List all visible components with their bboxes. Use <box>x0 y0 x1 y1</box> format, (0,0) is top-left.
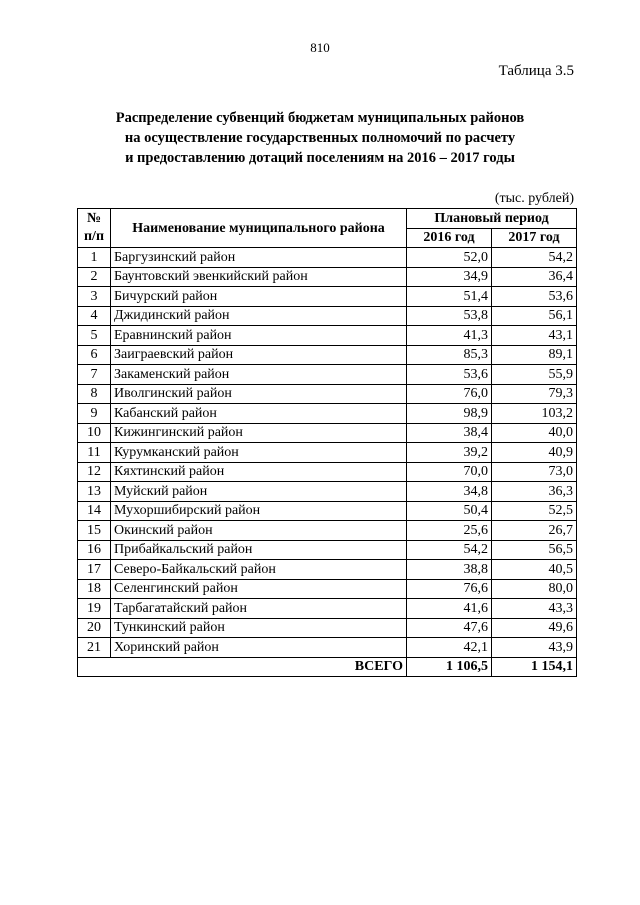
value-2017: 36,4 <box>492 267 577 287</box>
table-row <box>78 599 577 619</box>
value-2017: 43,1 <box>492 326 577 346</box>
row-number: 5 <box>78 326 111 346</box>
row-number: 20 <box>78 618 111 638</box>
table-row <box>78 306 577 326</box>
table-row <box>78 423 577 443</box>
row-number: 11 <box>78 443 111 463</box>
value-2017: 36,3 <box>492 482 577 502</box>
table-row <box>78 560 577 580</box>
title-line: и предоставлению дотаций поселениям на 2016 – 2017 годы <box>125 150 515 166</box>
district-name: Тункинский район <box>111 618 407 638</box>
table-label: Таблица 3.5 <box>498 63 574 79</box>
value-2016: 54,2 <box>407 540 492 560</box>
value-2016: 50,4 <box>407 501 492 521</box>
value-2017: 73,0 <box>492 462 577 482</box>
total-row <box>78 657 577 677</box>
value-2016: 38,4 <box>407 423 492 443</box>
district-name: Еравнинский район <box>111 326 407 346</box>
district-name: Бичурский район <box>111 287 407 307</box>
table-row <box>78 618 577 638</box>
row-number: 13 <box>78 482 111 502</box>
value-2017: 56,1 <box>492 306 577 326</box>
value-2016: 34,9 <box>407 267 492 287</box>
table-row <box>78 345 577 365</box>
table-row <box>78 267 577 287</box>
value-2017: 40,5 <box>492 560 577 580</box>
value-2016: 85,3 <box>407 345 492 365</box>
table-row <box>78 326 577 346</box>
header-name: Наименование муниципального района <box>111 209 407 248</box>
value-2016: 34,8 <box>407 482 492 502</box>
header-number <box>78 209 111 248</box>
value-2017: 40,0 <box>492 423 577 443</box>
row-number: 9 <box>78 404 111 424</box>
value-2017: 43,3 <box>492 599 577 619</box>
title-line: Распределение субвенций бюджетам муниципальных районов <box>115 110 525 126</box>
table-row <box>78 248 577 268</box>
document-title <box>0 108 640 168</box>
value-2017: 89,1 <box>492 345 577 365</box>
value-2016: 53,8 <box>407 306 492 326</box>
row-number: 7 <box>78 365 111 385</box>
table-row <box>78 521 577 541</box>
value-2017: 80,0 <box>492 579 577 599</box>
value-2017: 26,7 <box>492 521 577 541</box>
row-number: 3 <box>78 287 111 307</box>
district-name: Кяхтинский район <box>111 462 407 482</box>
value-2016: 98,9 <box>407 404 492 424</box>
row-number: 17 <box>78 560 111 580</box>
value-2017: 43,9 <box>492 638 577 658</box>
district-name: Джидинский район <box>111 306 407 326</box>
value-2016: 47,6 <box>407 618 492 638</box>
district-name: Мухоршибирский район <box>111 501 407 521</box>
district-name: Окинский район <box>111 521 407 541</box>
total-2016: 1 106,5 <box>407 657 492 677</box>
district-name: Баунтовский эвенкийский район <box>111 267 407 287</box>
district-name: Закаменский район <box>111 365 407 385</box>
row-number: 21 <box>78 638 111 658</box>
district-name: Баргузинский район <box>111 248 407 268</box>
table-row <box>78 287 577 307</box>
value-2016: 39,2 <box>407 443 492 463</box>
total-2017: 1 154,1 <box>492 657 577 677</box>
table-row <box>78 443 577 463</box>
table-row <box>78 540 577 560</box>
row-number: 2 <box>78 267 111 287</box>
value-2016: 25,6 <box>407 521 492 541</box>
table-row <box>78 384 577 404</box>
row-number: 10 <box>78 423 111 443</box>
district-name: Заиграевский район <box>111 345 407 365</box>
value-2016: 42,1 <box>407 638 492 658</box>
header-number-line1: № <box>86 211 102 226</box>
header-year-2016: 2016 год <box>407 228 492 248</box>
value-2017: 79,3 <box>492 384 577 404</box>
value-2016: 41,3 <box>407 326 492 346</box>
district-name: Муйский район <box>111 482 407 502</box>
header-year-2017: 2017 год <box>492 228 577 248</box>
table-row <box>78 638 577 658</box>
district-name: Тарбагатайский район <box>111 599 407 619</box>
district-name: Селенгинский район <box>111 579 407 599</box>
row-number: 15 <box>78 521 111 541</box>
page-number: 810 <box>310 40 330 55</box>
district-name: Прибайкальский район <box>111 540 407 560</box>
value-2017: 52,5 <box>492 501 577 521</box>
value-2016: 53,6 <box>407 365 492 385</box>
row-number: 14 <box>78 501 111 521</box>
district-name: Курумканский район <box>111 443 407 463</box>
value-2017: 49,6 <box>492 618 577 638</box>
value-2016: 70,0 <box>407 462 492 482</box>
subsidy-table <box>77 208 577 677</box>
row-number: 19 <box>78 599 111 619</box>
table-row <box>78 365 577 385</box>
value-2016: 52,0 <box>407 248 492 268</box>
table-row <box>78 482 577 502</box>
total-label: ВСЕГО <box>111 657 407 677</box>
value-2017: 56,5 <box>492 540 577 560</box>
value-2017: 53,6 <box>492 287 577 307</box>
row-number: 8 <box>78 384 111 404</box>
row-number: 12 <box>78 462 111 482</box>
row-number: 16 <box>78 540 111 560</box>
table-body <box>78 248 577 658</box>
total-blank-cell <box>78 657 111 677</box>
district-name: Северо-Байкальский район <box>111 560 407 580</box>
value-2016: 51,4 <box>407 287 492 307</box>
district-name: Иволгинский район <box>111 384 407 404</box>
row-number: 6 <box>78 345 111 365</box>
value-2017: 40,9 <box>492 443 577 463</box>
district-name: Хоринский район <box>111 638 407 658</box>
value-2016: 41,6 <box>407 599 492 619</box>
value-2017: 54,2 <box>492 248 577 268</box>
value-2016: 38,8 <box>407 560 492 580</box>
header-row <box>78 209 577 229</box>
row-number: 1 <box>78 248 111 268</box>
district-name: Кабанский район <box>111 404 407 424</box>
district-name: Кижингинский район <box>111 423 407 443</box>
header-period: Плановый период <box>407 209 577 229</box>
value-2016: 76,6 <box>407 579 492 599</box>
row-number: 4 <box>78 306 111 326</box>
value-2016: 76,0 <box>407 384 492 404</box>
value-2017: 55,9 <box>492 365 577 385</box>
table-row <box>78 404 577 424</box>
value-2017: 103,2 <box>492 404 577 424</box>
title-line: на осуществление государственных полномочий по расчету <box>124 130 516 146</box>
header-number-line2: п/п <box>83 229 105 244</box>
units-note: (тыс. рублей) <box>494 191 574 206</box>
table-row <box>78 501 577 521</box>
table-row <box>78 579 577 599</box>
table-row <box>78 462 577 482</box>
row-number: 18 <box>78 579 111 599</box>
